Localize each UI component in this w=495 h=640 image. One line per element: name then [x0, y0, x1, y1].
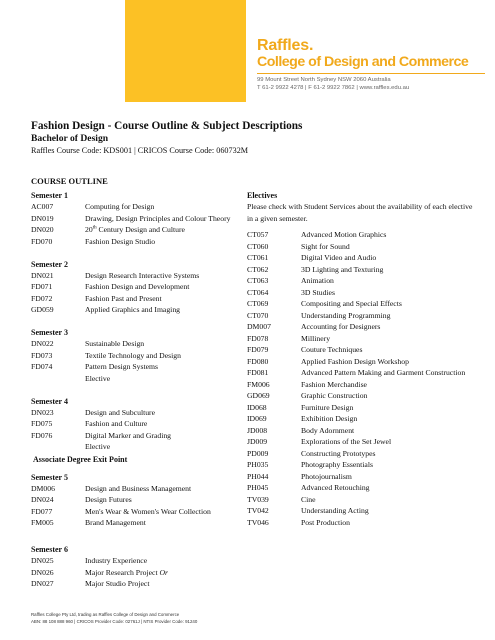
subject-name: Design and Subculture	[85, 407, 156, 417]
footer	[31, 612, 197, 625]
brand-name: Raffles.	[257, 37, 314, 54]
elective-code: TV039	[247, 494, 269, 504]
subject-name: Brand Management	[85, 518, 146, 527]
elective-code: JD008	[247, 425, 268, 435]
elective-row	[247, 436, 475, 448]
electives-heading: Electives	[247, 191, 278, 200]
elective-name: Post Production	[301, 517, 350, 527]
elective-name: Exhibition Design	[301, 414, 358, 423]
brand-divider	[257, 73, 485, 74]
subject-code: DN023	[31, 407, 54, 417]
subject-row	[31, 430, 231, 442]
elective-row	[247, 298, 475, 310]
subject-row	[31, 441, 231, 453]
elective-name: Furniture Design	[301, 402, 354, 412]
elective-code: PH044	[247, 471, 269, 481]
elective-code: JD009	[247, 437, 268, 446]
subject-code: DN022	[31, 339, 54, 348]
elective-code: CT062	[247, 264, 269, 274]
subject-code: FM005	[31, 518, 54, 527]
subject-code: FD075	[31, 419, 53, 428]
subject-code: FD073	[31, 350, 53, 360]
subject-row	[31, 483, 231, 495]
subject-name: Design Research Interactive Systems	[85, 270, 200, 280]
subject-name: Industry Experience	[85, 556, 148, 565]
electives-note: Please check with Student Services about the availability of each elective in a given semester.	[247, 202, 473, 223]
subject-code: FD076	[31, 430, 53, 440]
semester-heading: Semester 5	[31, 472, 68, 482]
elective-code: CT057	[247, 230, 269, 239]
subject-name: Applied Graphics and Imaging	[85, 305, 181, 314]
elective-row	[247, 344, 475, 356]
subject-name: Digital Marker and Grading	[85, 430, 172, 440]
elective-row	[247, 471, 475, 483]
subject-row	[31, 236, 231, 248]
page-title: Fashion Design - Course Outline & Subject Descriptions	[31, 120, 303, 132]
footer-company: Raffles College Pty Ltd, trading as Raffles College of Design and Commerce	[31, 612, 180, 617]
elective-row	[247, 505, 475, 517]
degree-name: Bachelor of Design	[31, 133, 109, 144]
elective-name: Applied Fashion Design Workshop	[301, 356, 409, 366]
elective-row	[247, 379, 475, 391]
or-label: Or	[159, 567, 169, 577]
subject-row	[31, 418, 231, 430]
elective-row	[247, 241, 475, 253]
elective-name: Understanding Programming	[301, 310, 391, 320]
elective-name: Compositing and Special Effects	[301, 299, 402, 308]
elective-row	[247, 459, 475, 471]
subject-name-wrapper	[85, 224, 231, 236]
elective-row	[247, 448, 475, 460]
subject-row	[31, 555, 251, 567]
document-header	[31, 119, 471, 157]
subject-name: Fashion and Culture	[85, 419, 148, 428]
semester-heading: Semester 1	[31, 191, 68, 200]
exit-point-label: Associate Degree Exit Point	[33, 454, 128, 464]
elective-row	[247, 356, 475, 368]
brand-subtitle: College of Design and Commerce	[257, 54, 469, 70]
subject-code: DM006	[31, 483, 55, 493]
elective-code: PH045	[247, 483, 269, 492]
subject-code: DN019	[31, 213, 54, 223]
elective-code: ID069	[247, 414, 267, 423]
subject-code: DN026	[31, 567, 54, 577]
elective-row	[247, 517, 475, 529]
elective-name: Understanding Acting	[301, 506, 369, 515]
elective-row	[247, 494, 475, 506]
subject-row	[31, 338, 231, 350]
elective-code: FD080	[247, 356, 269, 366]
electives-column	[247, 175, 475, 528]
footer-registration: ABN: 88 108 888 960 | CRICOS Provider Code: 02761J | NTIS Provider Code: 91240	[31, 618, 198, 624]
elective-name: Photography Essentials	[301, 460, 373, 469]
subject-code: FD077	[31, 506, 53, 516]
course-outline-column	[31, 175, 231, 529]
century-number: 20	[85, 225, 93, 234]
elective-code: ID068	[247, 402, 267, 412]
elective-name: 3D Lighting and Texturing	[301, 264, 384, 274]
subject-code: DN025	[31, 556, 54, 565]
subject-code: DN020	[31, 225, 54, 234]
subject-code	[31, 373, 85, 385]
elective-row	[247, 310, 475, 322]
semester-heading: Semester 4	[31, 396, 68, 406]
elective-name: Advanced Motion Graphics	[301, 230, 387, 239]
elective-row	[247, 229, 475, 241]
elective-code: FD079	[247, 345, 269, 354]
elective-name: Fashion Merchandise	[301, 379, 367, 389]
subject-code: AC007	[31, 202, 54, 211]
elective-name: Photojournalism	[301, 471, 352, 481]
elective-code: CT070	[247, 310, 269, 320]
subject-name: Design Futures	[85, 495, 132, 504]
elective-code: CT063	[247, 276, 269, 285]
subject-name: Fashion Design Studio	[85, 236, 156, 246]
semester-heading: Semester 2	[31, 259, 68, 269]
subject-code: FD070	[31, 236, 53, 246]
elective-code: FM006	[247, 379, 270, 389]
elective-row	[247, 252, 475, 264]
elective-code: CT060	[247, 241, 269, 251]
elective-row	[247, 413, 475, 425]
subject-name: Pattern Design Systems	[85, 362, 159, 371]
brand-contact: T 61-2 9922 4278 | F 61-2 9922 7862 | www.raffles.edu.au	[257, 85, 410, 91]
elective-code: CT061	[247, 253, 269, 262]
elective-row	[247, 275, 475, 287]
elective-code: FD081	[247, 368, 269, 377]
subject-name: Century Design and Culture	[98, 225, 185, 234]
subject-name: Textile Technology and Design	[85, 350, 181, 360]
elective-name: Advanced Pattern Making and Garment Construction	[301, 368, 466, 377]
subject-name: Computing for Design	[85, 202, 155, 211]
subject-code: DN027	[31, 579, 54, 588]
elective-name: Explorations of the Set Jewel	[301, 437, 392, 446]
elective-row	[247, 321, 475, 333]
subject-name: Major Research Project	[85, 567, 158, 577]
ordinal-suffix: th	[92, 225, 97, 231]
course-codes: Raffles Course Code: KDS001 | CRICOS Course Code: 060732M	[31, 146, 249, 155]
elective-row	[247, 402, 475, 414]
elective-code: PD009	[247, 448, 269, 458]
subject-code: FD071	[31, 282, 53, 291]
elective-name: Constructing Prototypes	[301, 448, 376, 458]
elective-code: DM007	[247, 322, 271, 331]
subject-row	[31, 224, 231, 236]
spacer	[31, 316, 231, 328]
elective-row	[247, 482, 475, 494]
subject-row	[31, 578, 251, 590]
course-outline-heading: COURSE OUTLINE	[31, 176, 108, 186]
elective-name: Animation	[301, 276, 334, 285]
subject-name: Major Studio Project	[85, 579, 150, 588]
elective-row	[247, 367, 475, 379]
subject-code	[31, 441, 85, 453]
elective-row	[247, 287, 475, 299]
subject-row	[31, 517, 231, 529]
subject-name: Fashion Past and Present	[85, 293, 162, 303]
subject-code: FD074	[31, 362, 53, 371]
elective-code: GD069	[247, 391, 270, 400]
elective-name: Advanced Retouching	[301, 483, 370, 492]
elective-name: Millinery	[301, 333, 331, 343]
elective-row	[247, 264, 475, 276]
subject-row	[31, 506, 231, 518]
elective-row	[247, 390, 475, 402]
elective-name: Digital Video and Audio	[301, 253, 377, 262]
elective-code: TV046	[247, 517, 269, 527]
subject-row	[31, 270, 231, 282]
subject-row	[31, 361, 231, 373]
subject-code: FD072	[31, 293, 53, 303]
elective-name: Couture Techniques	[301, 345, 363, 354]
subject-row	[31, 304, 231, 316]
semester-6-block	[31, 544, 251, 590]
subject-name: Design and Business Management	[85, 483, 192, 493]
elective-list	[247, 229, 475, 528]
elective-name: Cine	[301, 494, 316, 504]
subject-name: Fashion Design and Development	[85, 282, 190, 291]
subject-name: Men's Wear & Women's Wear Collection	[85, 506, 211, 516]
elective-name: Graphic Construction	[301, 391, 368, 400]
elective-name: Body Adornment	[301, 425, 355, 435]
elective-code: CT064	[247, 287, 269, 297]
subject-row	[31, 201, 231, 213]
semester-heading: Semester 3	[31, 328, 68, 337]
elective-row	[247, 425, 475, 437]
elective-name: Sight for Sound	[301, 241, 350, 251]
subject-row	[31, 350, 231, 362]
elective-code: TV042	[247, 506, 269, 515]
elective-code: CT069	[247, 299, 269, 308]
spacer	[31, 384, 231, 396]
subject-row	[31, 373, 231, 385]
subject-row	[31, 494, 231, 506]
elective-name: Accounting for Designers	[301, 322, 381, 331]
subject-name: Sustainable Design	[85, 339, 145, 348]
subject-row	[31, 213, 231, 225]
subject-name: Elective	[85, 442, 111, 451]
elective-code: PH035	[247, 460, 269, 469]
elective-code: FD078	[247, 333, 269, 343]
spacer	[31, 247, 231, 259]
brand-address: 99 Mount Street North Sydney NSW 2060 Australia	[257, 77, 391, 83]
subject-code: GD059	[31, 305, 54, 314]
semester-heading: Semester 6	[31, 545, 68, 554]
brand-color-block	[125, 0, 246, 102]
subject-name-wrapper	[85, 567, 251, 579]
subject-row	[31, 293, 231, 305]
subject-row	[31, 567, 251, 579]
subject-code: DN024	[31, 495, 54, 504]
elective-row	[247, 333, 475, 345]
subject-code: DN021	[31, 270, 54, 280]
subject-row	[31, 281, 231, 293]
brand-logo	[257, 38, 489, 92]
subject-name: Drawing, Design Principles and Colour Theory	[85, 213, 231, 223]
elective-name: 3D Studies	[301, 287, 335, 297]
subject-name: Elective	[85, 373, 111, 383]
subject-row	[31, 407, 231, 419]
